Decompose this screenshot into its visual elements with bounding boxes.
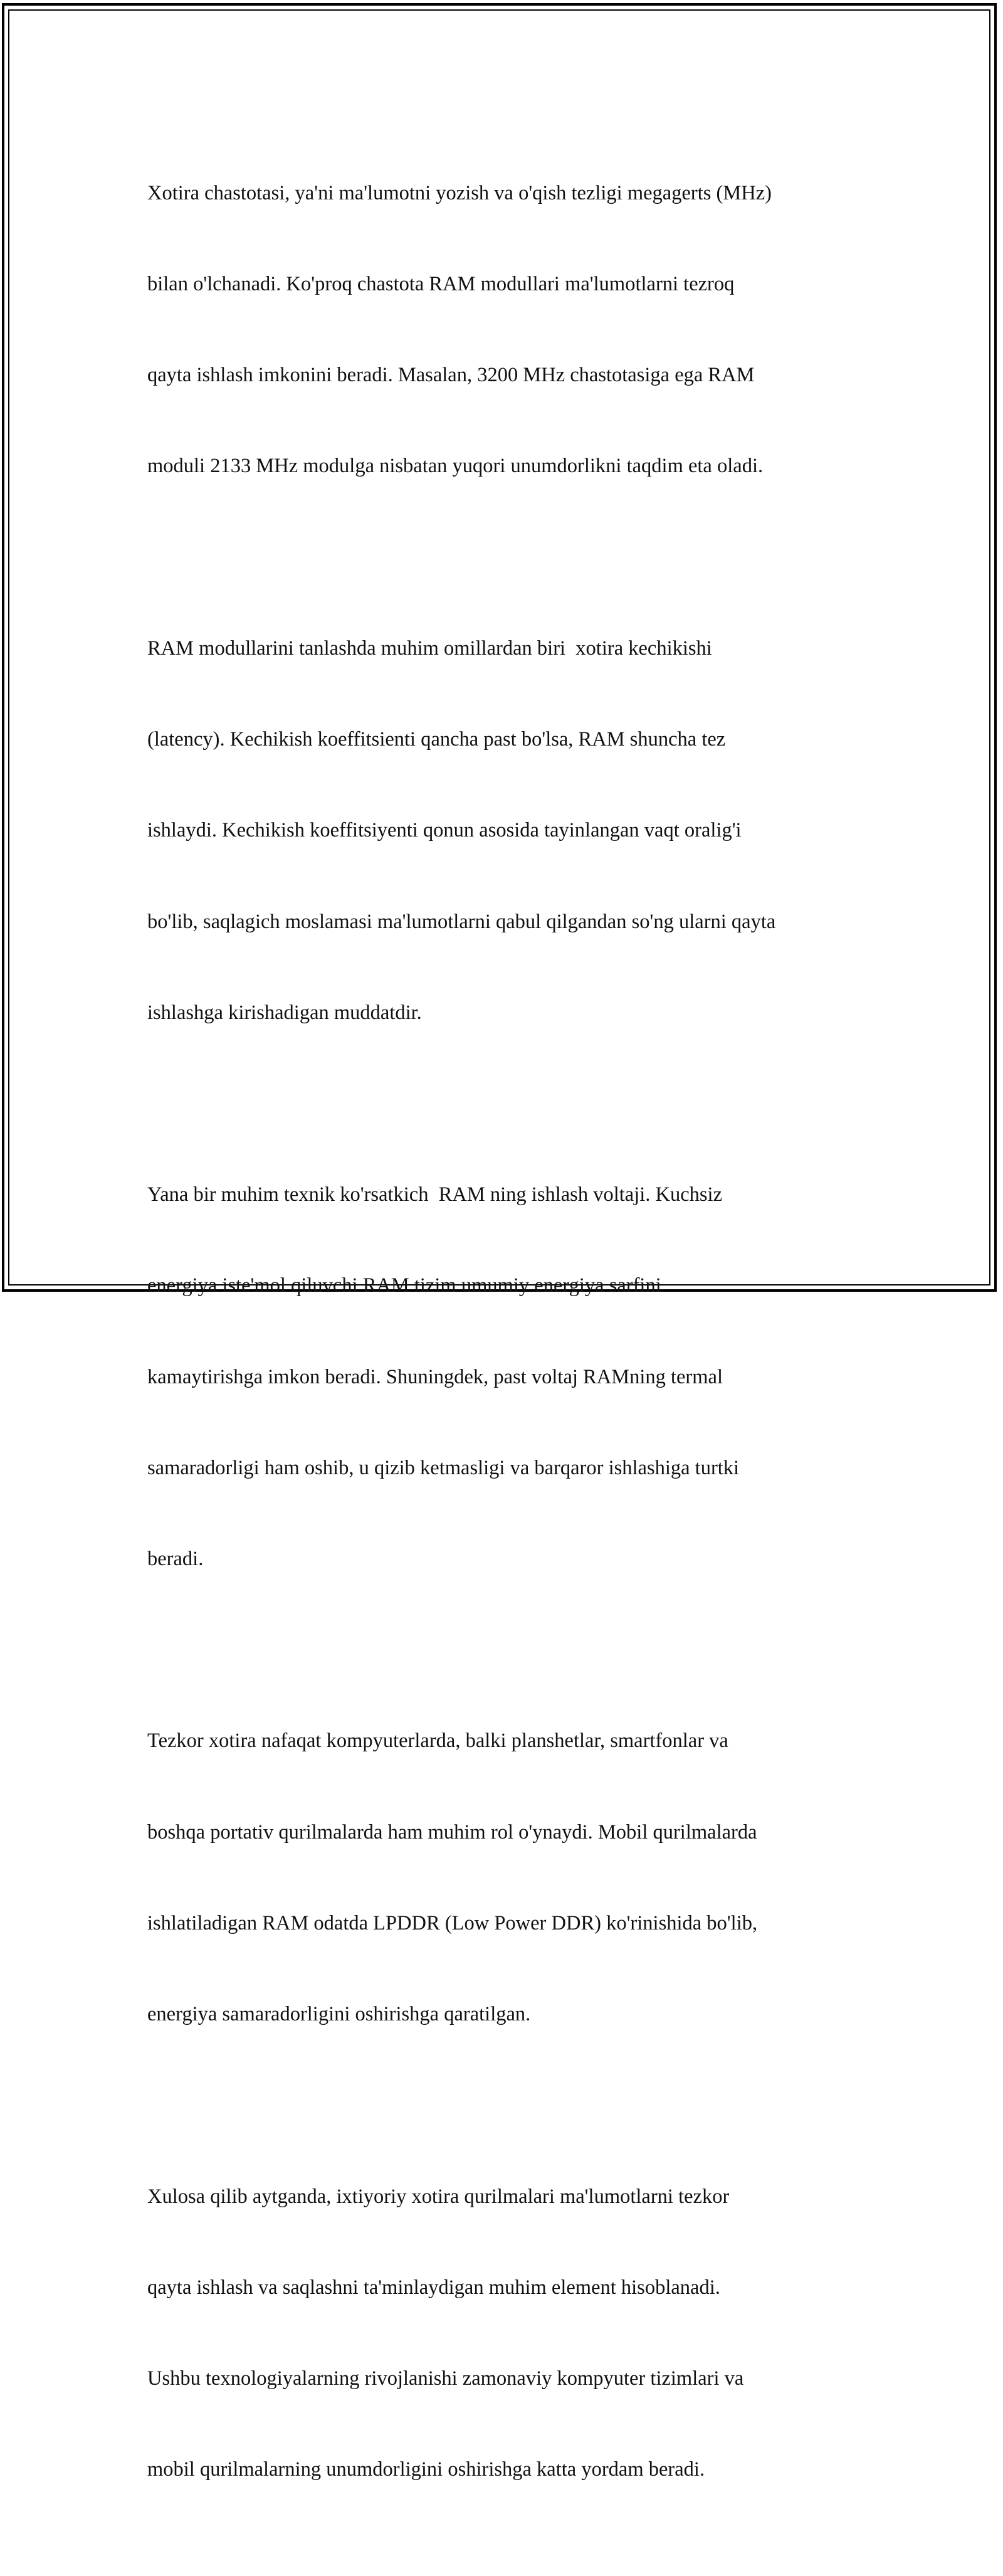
text-line: qayta ishlash va saqlashni ta'minlaydigan muhim element hisoblanadi. [147,2276,720,2299]
text-line: Xotira chastotasi, ya'ni ma'lumotni yozish va o'qish tezligi megagerts (MHz) [147,181,772,204]
text-line: beradi. [147,1548,204,1571]
text-line: boshqa portativ qurilmalarda ham muhim rol o'ynaydi. Mobil qurilmalarda [147,1820,757,1844]
paragraph-frequency [147,117,862,542]
text-line: qayta ishlash imkonini beradi. Masalan, 3200 MHz chastotasiga ega RAM [147,364,755,387]
text-line: mobil qurilmalarning unumdorligini oshirishga katta yordam beradi. [147,2458,705,2481]
text-line: energiya iste'mol qiluvchi RAM tizim umumiy energiya sarfini [147,1274,661,1297]
text-line: Tezkor xotira nafaqat kompyuterlarda, balki planshetlar, smartfonlar va [147,1729,728,1753]
text-line: bilan o'lchanadi. Ko'proq chastota RAM modullari ma'lumotlarni tezroq [147,273,735,296]
paragraph-latency [147,573,862,1089]
text-line: Ushbu texnologiyalarning rivojlanishi zamonaviy kompyuter tizimlari va [147,2367,744,2390]
text-line: kamaytirishga imkon beradi. Shuningdek, past voltaj RAMning termal [147,1365,723,1388]
text-line: moduli 2133 MHz modulga nisbatan yuqori unumdorlikni taqdim eta oladi. [147,455,764,478]
text-line: ishlatiladigan RAM odatda LPDDR (Low Power DDR) ko'rinishida bo'lib, [147,1911,758,1935]
text-line: bo'lib, saqlagich moslamasi ma'lumotlarni qabul qilgandan so'ng ularni qayta [147,910,776,933]
text-line: ishlaydi. Kechikish koeffitsiyenti qonun asosida tayinlangan vaqt oralig'i [147,819,742,842]
paragraph-mobile [147,1665,862,2091]
paragraph-voltage [147,1119,862,1635]
text-line: Xulosa qilib aytganda, ixtiyoriy xotira qurilmalari ma'lumotlarni tezkor [147,2185,730,2208]
document-body [147,117,862,2576]
text-line: RAM modullarini tanlashda muhim omillardan biri xotira kechikishi [147,636,712,660]
text-line: samaradorligi ham oshib, u qizib ketmasligi va barqaror ishlashiga turtki [147,1456,740,1479]
text-line: ishlashga kirishadigan muddatdir. [147,1001,422,1024]
text-line: Yana bir muhim texnik ko'rsatkich RAM ning ishlash voltaji. Kuchsiz [147,1183,722,1206]
text-line: (latency). Kechikish koeffitsienti qancha past bo'lsa, RAM shuncha tez [147,728,726,751]
text-line: energiya samaradorligini oshirishga qaratilgan. [147,2003,531,2026]
paragraph-conclusion [147,2121,862,2546]
